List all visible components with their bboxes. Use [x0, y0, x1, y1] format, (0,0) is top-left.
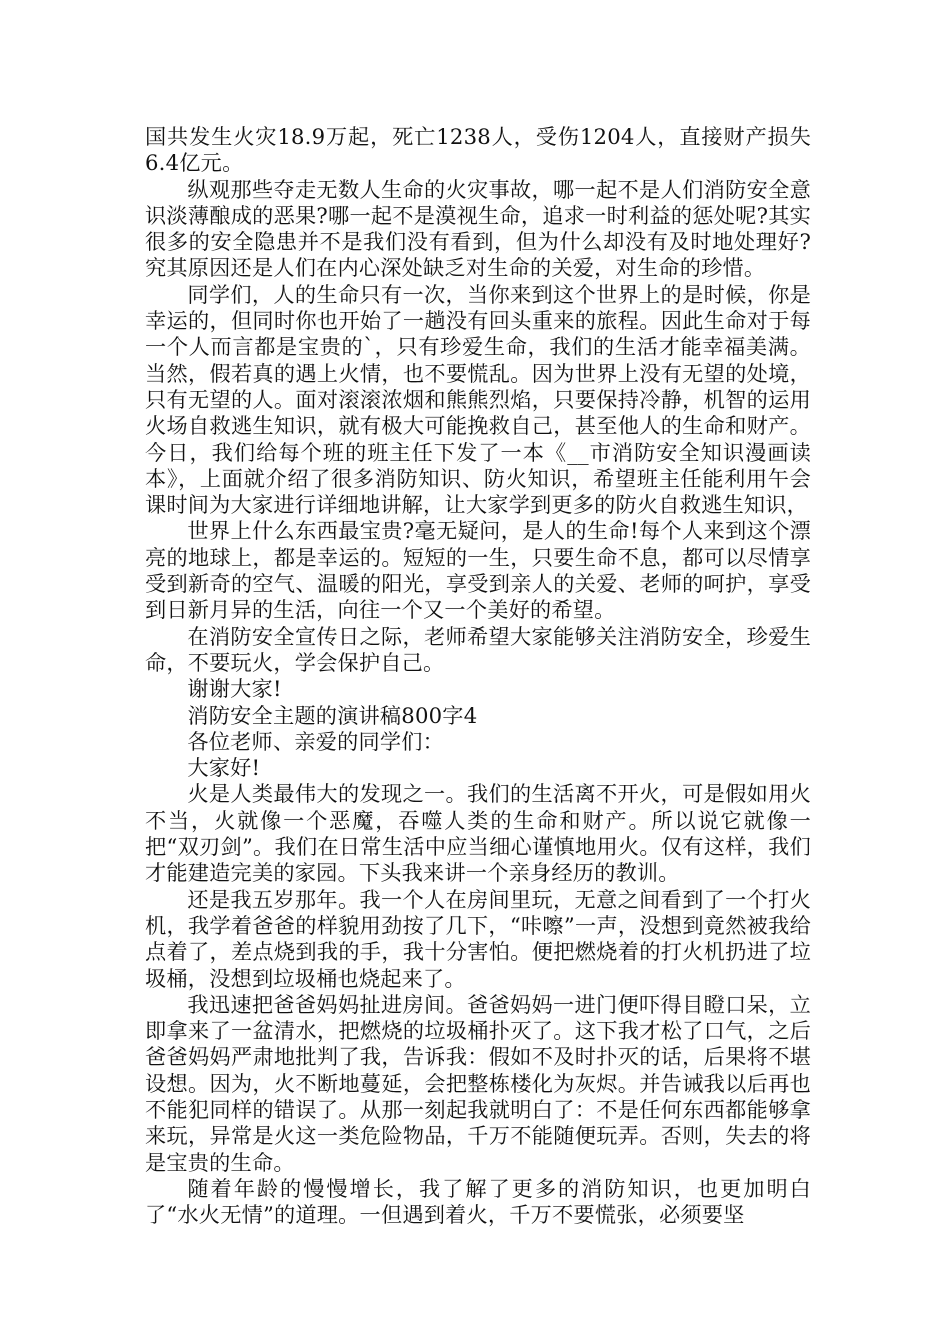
salutation: 各位老师、亲爱的同学们： — [187, 728, 445, 754]
greeting: 大家好! — [187, 755, 261, 781]
section-title: 消防安全主题的演讲稿800字4 — [187, 702, 478, 728]
paragraph-thanks: 谢谢大家! — [187, 676, 282, 702]
paragraph-lighter-story: 还是我五岁那年。我一个人在房间里玩，无意之间看到了一个打火机，我学着爸爸的样貌用劲按了几下，“咔嚓”一声，没想到竟然被我给点着了，差点烧到我的手，我十分害怕。便把燃烧着的打火机扔进了垃圾桶，没想到垃圾桶也烧起来了。 — [145, 886, 811, 991]
paragraph-life-precious: 世界上什么东西最宝贵?毫无疑问，是人的生命!每个人来到这个漂亮的地球上，都是幸运的。短短的一生，只要生命不息，都可以尽情享受到新奇的空气、温暖的阳光，享受到亲人的关爱、老师的呵护，享受到日新月异的生活，向往一个又一个美好的希望。 — [145, 518, 811, 623]
paragraph-fire-safety-day: 在消防安全宣传日之际，老师希望大家能够关注消防安全，珍爱生命，不要玩火，学会保护自己。 — [145, 623, 811, 675]
paragraph-fire-statistics: 国共发生火灾18.9万起，死亡1238人，受伤1204人，直接财产损失6.4亿元。 — [145, 124, 811, 176]
paragraph-fire-discovery: 火是人类最伟大的发现之一。我们的生活离不开火，可是假如用火不当，火就像一个恶魔，吞噬人类的生命和财产。所以说它就像一把“双刃剑”。我们在日常生活中应当细心谨慎地用火。仅有这样，我们才能建造完美的家园。下头我来讲一个亲身经历的教训。 — [145, 781, 811, 886]
paragraph-life-once: 同学们，人的生命只有一次，当你来到这个世界上的是时候，你是幸运的，但同时你也开始了一趟没有回头重来的旅程。因此生命对于每一个人而言都是宝贵的`，只有珍爱生命，我们的生活才能幸福美满。当然，假若真的遇上火情，也不要慌乱。因为世界上没有无望的处境，只有无望的人。面对滚滚浓烟和熊熊烈焰，只要保持冷静，机智的运用火场自救逃生知识，就有极大可能挽救自己，甚至他人的生命和财产。今日，我们给每个班的班主任下发了一本《__市消防安全知识漫画读本》，上面就介绍了很多消防知识、防火知识，希望班主任能利用午会课时间为大家进行详细地讲解，让大家学到更多的防火自救逃生知识， — [145, 281, 811, 518]
document-body — [145, 124, 811, 1228]
paragraph-fire-accidents: 纵观那些夺走无数人生命的火灾事故，哪一起不是人们消防安全意识淡薄酿成的恶果?哪一起不是漠视生命，追求一时利益的惩处呢?其实很多的安全隐患并不是我们没有看到，但为什么却没有及时地处理好?究其原因还是人们在内心深处缺乏对生命的关爱，对生命的珍惜。 — [145, 176, 811, 281]
paragraph-growing-up: 随着年龄的慢慢增长，我了解了更多的消防知识，也更加明白了“水火无情”的道理。一但遇到着火，千万不要慌张，必须要坚 — [145, 1175, 811, 1228]
paragraph-parents-reaction: 我迅速把爸爸妈妈扯进房间。爸爸妈妈一进门便吓得目瞪口呆，立即拿来了一盆清水，把燃烧的垃圾桶扑灭了。这下我才松了口气，之后爸爸妈妈严肃地批判了我，告诉我：假如不及时扑灭的话，后果将不堪设想。因为，火不断地蔓延，会把整栋楼化为灰烬。并告诫我以后再也不能犯同样的错误了。从那一刻起我就明白了：不是任何东西都能够拿来玩，异常是火这一类危险物品，千万不能随便玩弄。否则，失去的将是宝贵的生命。 — [145, 991, 811, 1175]
